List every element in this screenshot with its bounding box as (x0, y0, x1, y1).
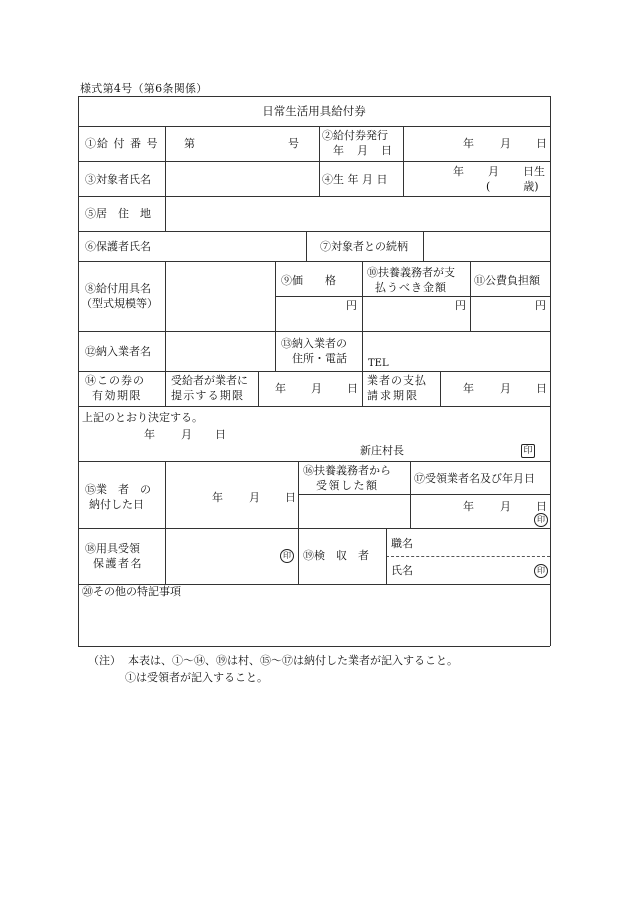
present-deadline-label: 受給者が業者に (171, 374, 248, 387)
birth-year: 年 (453, 165, 464, 178)
device-name-label: ⑧給付用具名 (85, 282, 151, 295)
received-amount-label-sub: 受領した額 (316, 479, 379, 492)
row-divider (298, 494, 550, 495)
col-divider (440, 371, 441, 406)
supplier-address-label-sub: 住所・電話 (292, 352, 347, 365)
support-amount-label-sub: 払うべき金額 (375, 281, 447, 294)
row-divider (78, 261, 550, 262)
footnote-line-2 (88, 669, 458, 686)
form-reference: 様式第4号（第6条関係） (80, 82, 208, 95)
mayor-title: 新庄村長 (360, 444, 404, 457)
col-divider (165, 261, 166, 406)
col-divider (298, 528, 299, 584)
inspector-label: ⑲検 収 者 (303, 549, 369, 562)
public-burden-unit: 円 (535, 299, 546, 312)
decision-month: 月 (181, 428, 192, 441)
receiving-guardian-label-sub: 保護者名 (93, 557, 143, 570)
validity-label-sub: 有効期限 (92, 389, 142, 402)
col-divider (165, 126, 166, 231)
birth-month: 月 (488, 165, 499, 178)
residence-label: ⑤居 住 地 (85, 207, 151, 220)
birth-day: 日生 (523, 165, 545, 178)
claim-month: 月 (500, 382, 511, 395)
delivery-year: 年 (212, 491, 223, 504)
issue-date-label-sub: 年 月 日 (333, 144, 393, 157)
receiving-guardian-label: ⑱用具受領 (85, 542, 140, 555)
table-border-left (78, 96, 79, 646)
guardian-seal: 印 (280, 549, 294, 563)
receiver-month: 月 (500, 500, 511, 513)
mayor-seal: 印 (521, 444, 535, 458)
delivery-date-label: ⑮業 者 の (85, 483, 151, 496)
claim-deadline-label: 業者の支払 (367, 374, 427, 387)
special-notes-label: ⑳その他の特記事項 (82, 585, 181, 598)
inspector-seal: 印 (534, 564, 548, 578)
delivery-day: 日 (285, 491, 296, 504)
footnotes (88, 652, 458, 686)
support-amount-label: ⑩扶養義務者が支 (367, 266, 455, 279)
issue-date-label: ②給付券発行 (322, 129, 388, 142)
voucher-title: 日常生活用具給付券 (262, 104, 366, 118)
issue-month: 月 (500, 137, 511, 150)
receiver-year: 年 (463, 500, 474, 513)
table-border-right (550, 96, 551, 646)
public-burden-label: ⑪公費負担額 (474, 274, 540, 287)
supplier-address-label: ⑬納入業者の (281, 337, 347, 350)
supplier-tel-label: TEL (368, 358, 389, 369)
row-divider (78, 371, 550, 372)
table-border-top (78, 96, 550, 97)
issue-day: 日 (536, 137, 547, 150)
price-label: ⑨価 格 (281, 274, 336, 287)
recipient-name-label: ③対象者氏名 (85, 173, 151, 186)
row-divider (275, 296, 550, 297)
received-amount-label: ⑯扶養義務者から (303, 464, 391, 477)
col-divider (319, 126, 320, 196)
row-divider (78, 406, 550, 407)
relationship-label: ⑦対象者との続柄 (320, 240, 408, 253)
age-field: ( 歳) (486, 180, 539, 193)
row-divider (78, 126, 550, 127)
issue-year: 年 (463, 137, 474, 150)
footnote-text-1: 本表は、①〜⑭、⑲は村、⑮〜⑰は納付した業者が記入すること。 (128, 654, 458, 667)
col-divider (403, 126, 404, 196)
footnote-prefix: （注） (88, 654, 121, 667)
claim-day: 日 (536, 382, 547, 395)
support-amount-unit: 円 (455, 299, 466, 312)
guardian-name-label: ⑥保護者氏名 (85, 240, 151, 253)
supplier-name-label: ⑫納入業者名 (85, 345, 151, 358)
table-border-bottom (78, 646, 550, 647)
receiver-seal: 印 (534, 513, 548, 527)
birth-date-label: ④生 年 月 日 (322, 173, 388, 186)
footnote-text-2: ①は受領者が記入すること。 (125, 671, 268, 684)
decision-year: 年 (144, 428, 155, 441)
col-divider (298, 461, 299, 528)
validity-label: ⑭この券の (85, 374, 145, 387)
grant-number-suffix: 号 (288, 137, 299, 150)
claim-year: 年 (463, 382, 474, 395)
present-month: 月 (311, 382, 322, 395)
price-unit: 円 (346, 299, 357, 312)
present-year: 年 (275, 382, 286, 395)
inspector-name-label: 氏名 (391, 564, 413, 577)
receiver-label: ⑰受領業者名及び年月日 (414, 472, 535, 485)
row-divider (78, 161, 550, 162)
col-divider (362, 371, 363, 406)
decision-text: 上記のとおり決定する。 (82, 411, 203, 424)
col-divider (362, 261, 363, 371)
delivery-month: 月 (249, 491, 260, 504)
present-day: 日 (347, 382, 358, 395)
inspector-title-label: 職名 (391, 537, 413, 550)
device-model-label: （型式規模等） (81, 297, 158, 310)
row-divider (78, 461, 550, 462)
decision-day: 日 (215, 428, 226, 441)
voucher-table (78, 96, 550, 646)
receiver-day: 日 (536, 500, 547, 513)
grant-number-prefix: 第 (184, 137, 195, 150)
footnote-line-1 (88, 652, 458, 669)
delivery-date-label-sub: 納付した日 (89, 498, 144, 511)
col-divider (275, 261, 276, 371)
col-divider (410, 461, 411, 528)
col-divider (258, 371, 259, 406)
col-divider (470, 261, 471, 331)
claim-deadline-label-sub: 請求期限 (367, 389, 419, 402)
row-divider (78, 528, 550, 529)
row-divider (78, 331, 550, 332)
row-divider (78, 231, 550, 232)
row-divider (78, 196, 550, 197)
col-divider (165, 461, 166, 584)
dashed-divider (386, 556, 550, 557)
col-divider (306, 231, 307, 261)
grant-number-label: ①給 付 番 号 (85, 137, 159, 150)
present-deadline-label-sub: 提示する期限 (171, 389, 245, 402)
col-divider (423, 231, 424, 261)
col-divider (386, 528, 387, 584)
